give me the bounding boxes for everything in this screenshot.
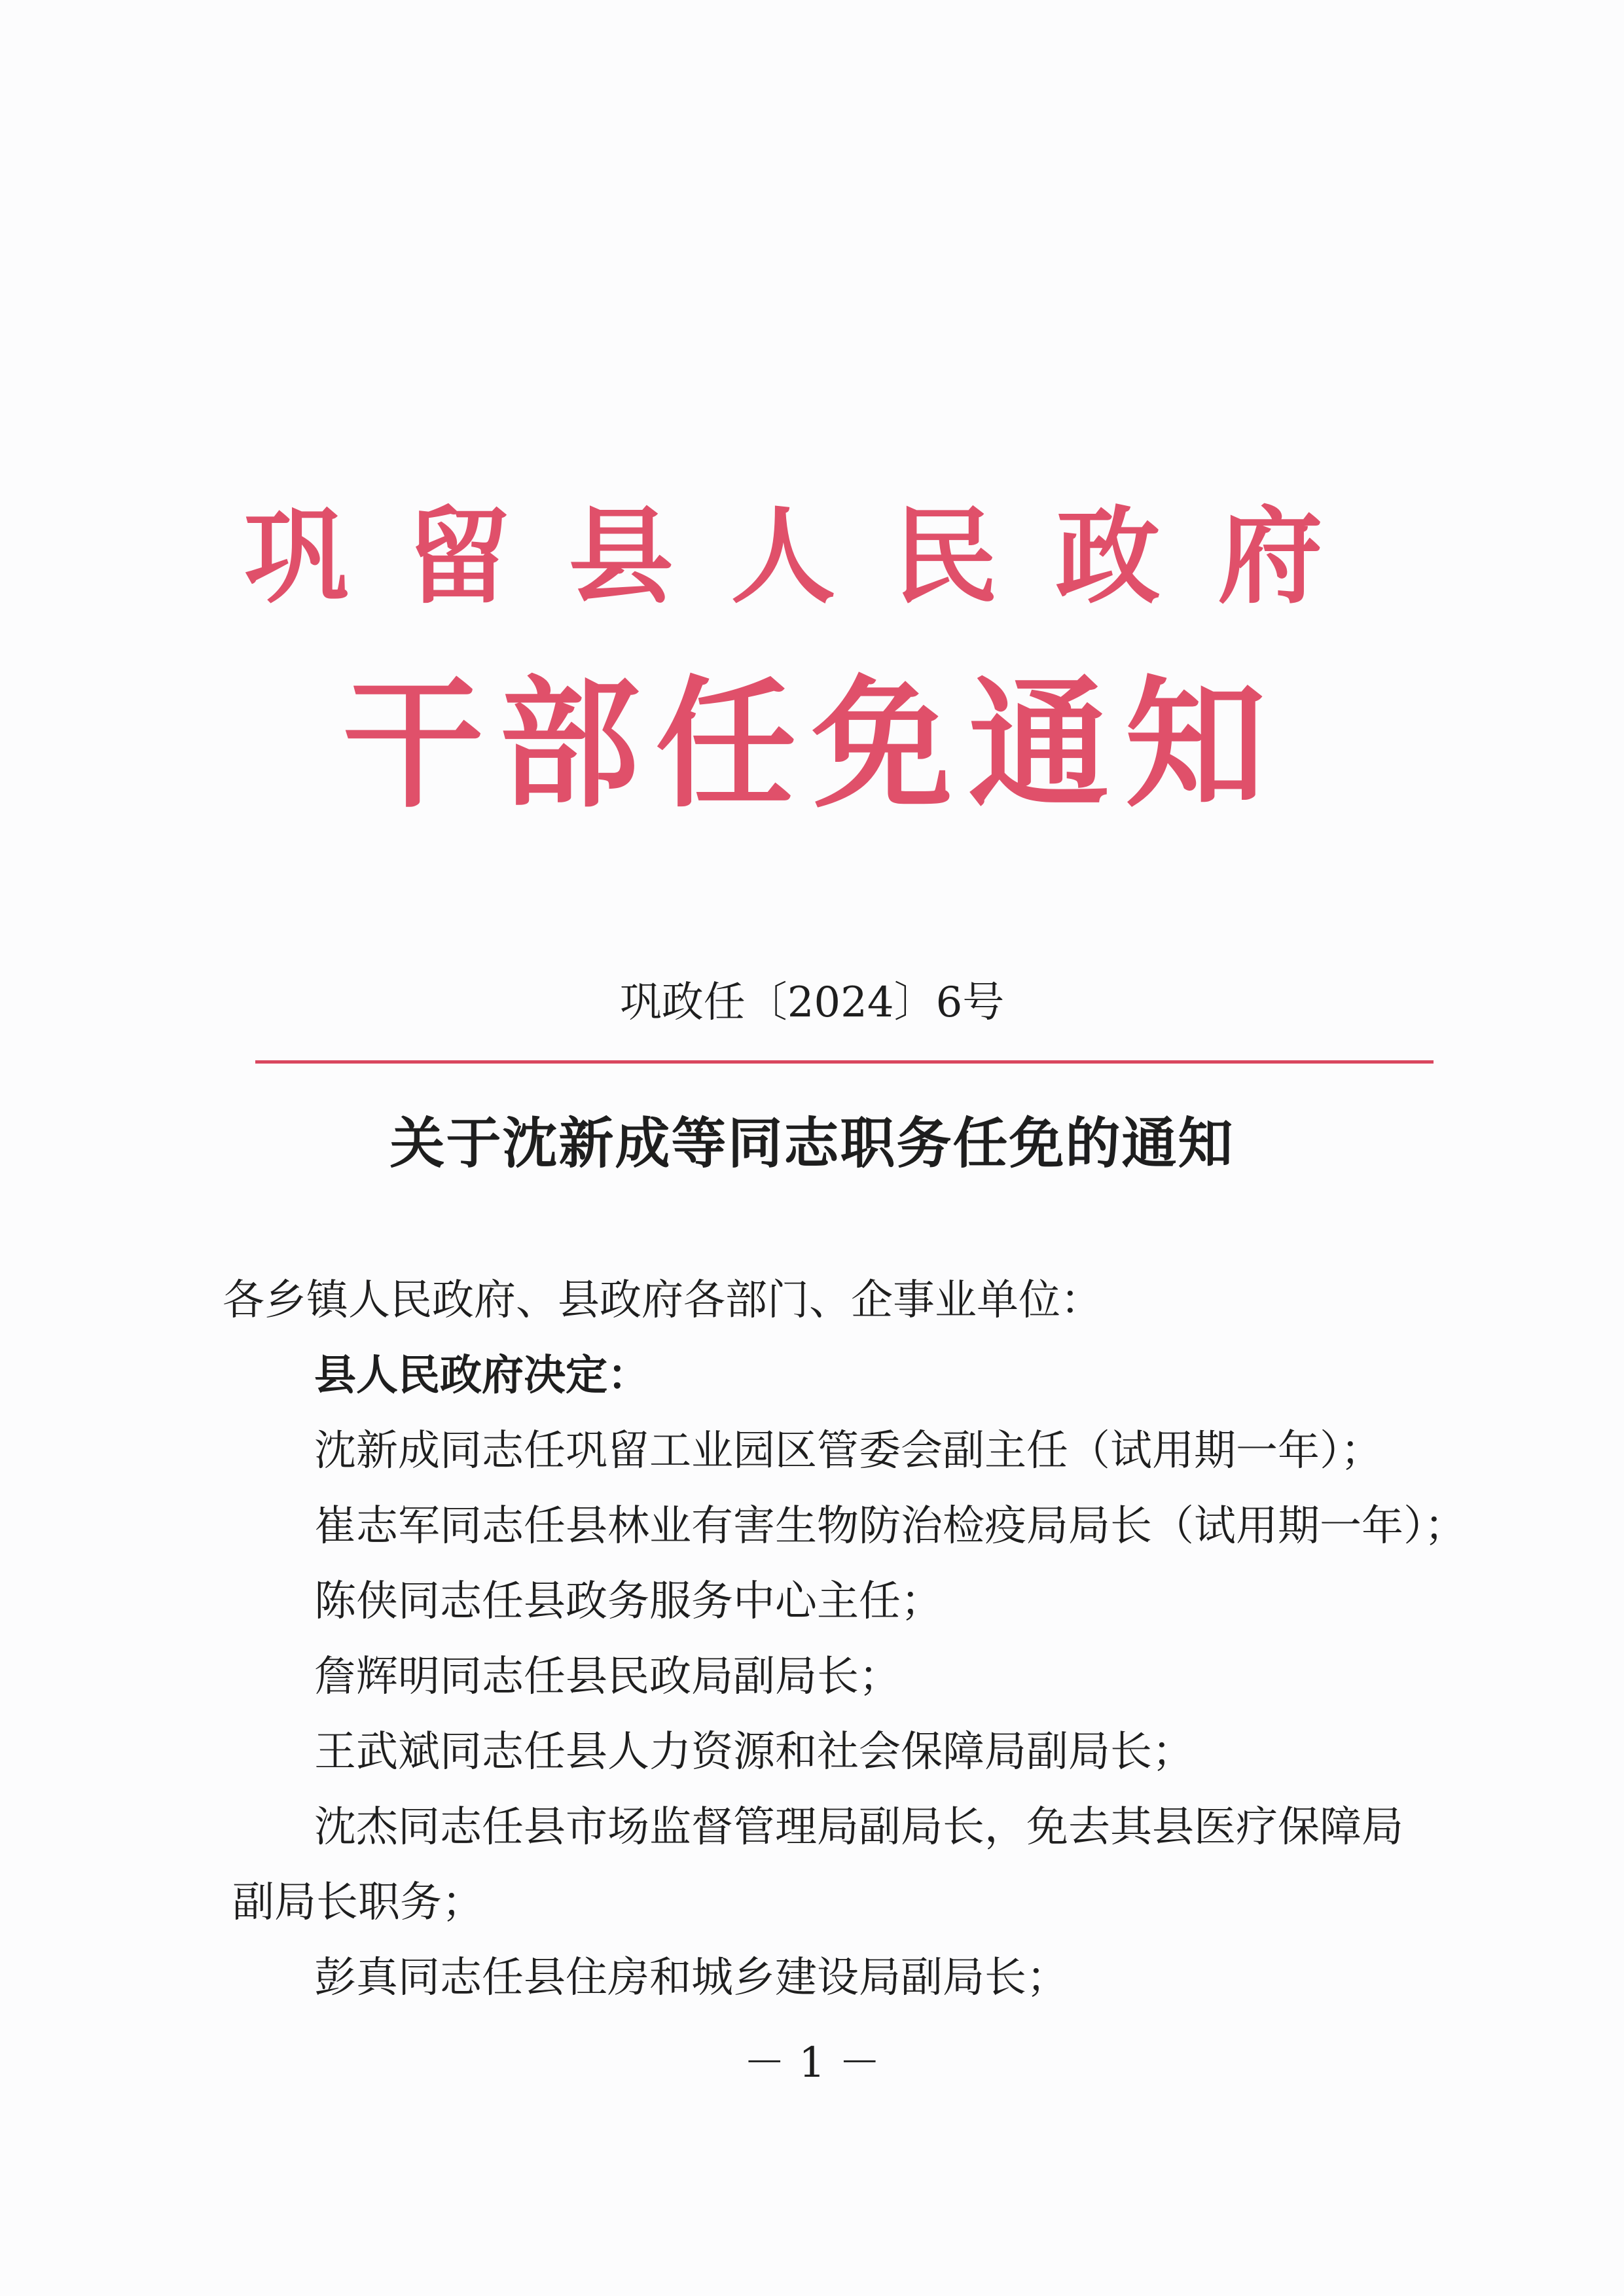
issuing-organization: 巩留县人民政府: [244, 495, 1380, 618]
appointment-line: 詹辉明同志任县民政局副局长；: [314, 1653, 901, 1701]
document-type-heading: 干部任免通知: [342, 662, 1282, 827]
document-number: 巩政任〔2024〕6号: [619, 978, 1005, 1027]
appointment-line: 王武斌同志任县人力资源和社会保障局副局长；: [314, 1728, 1194, 1776]
appointment-line: 沈新成同志任巩留工业园区管委会副主任（试用期一年）；: [314, 1427, 1382, 1475]
appointment-line: 彭真同志任县住房和城乡建设局副局长；: [314, 1954, 1068, 2002]
salutation: 各乡镇人民政府、县政府各部门、企事业单位：: [223, 1276, 1102, 1325]
document-title: 关于沈新成等同志职务任免的通知: [389, 1111, 1235, 1175]
appointment-line-continuation: 副局长职务；: [232, 1878, 484, 1927]
appointment-line: 崔志军同志任县林业有害生物防治检疫局局长（试用期一年）；: [314, 1502, 1466, 1551]
page-number: － 1 －: [743, 2039, 881, 2087]
appointment-line: 沈杰同志任县市场监督管理局副局长，免去其县医疗保障局: [314, 1803, 1403, 1852]
red-divider-line: [255, 1060, 1434, 1064]
decision-lead: 县人民政府决定：: [314, 1351, 649, 1400]
appointment-line: 陈侠同志任县政务服务中心主任；: [314, 1577, 943, 1626]
